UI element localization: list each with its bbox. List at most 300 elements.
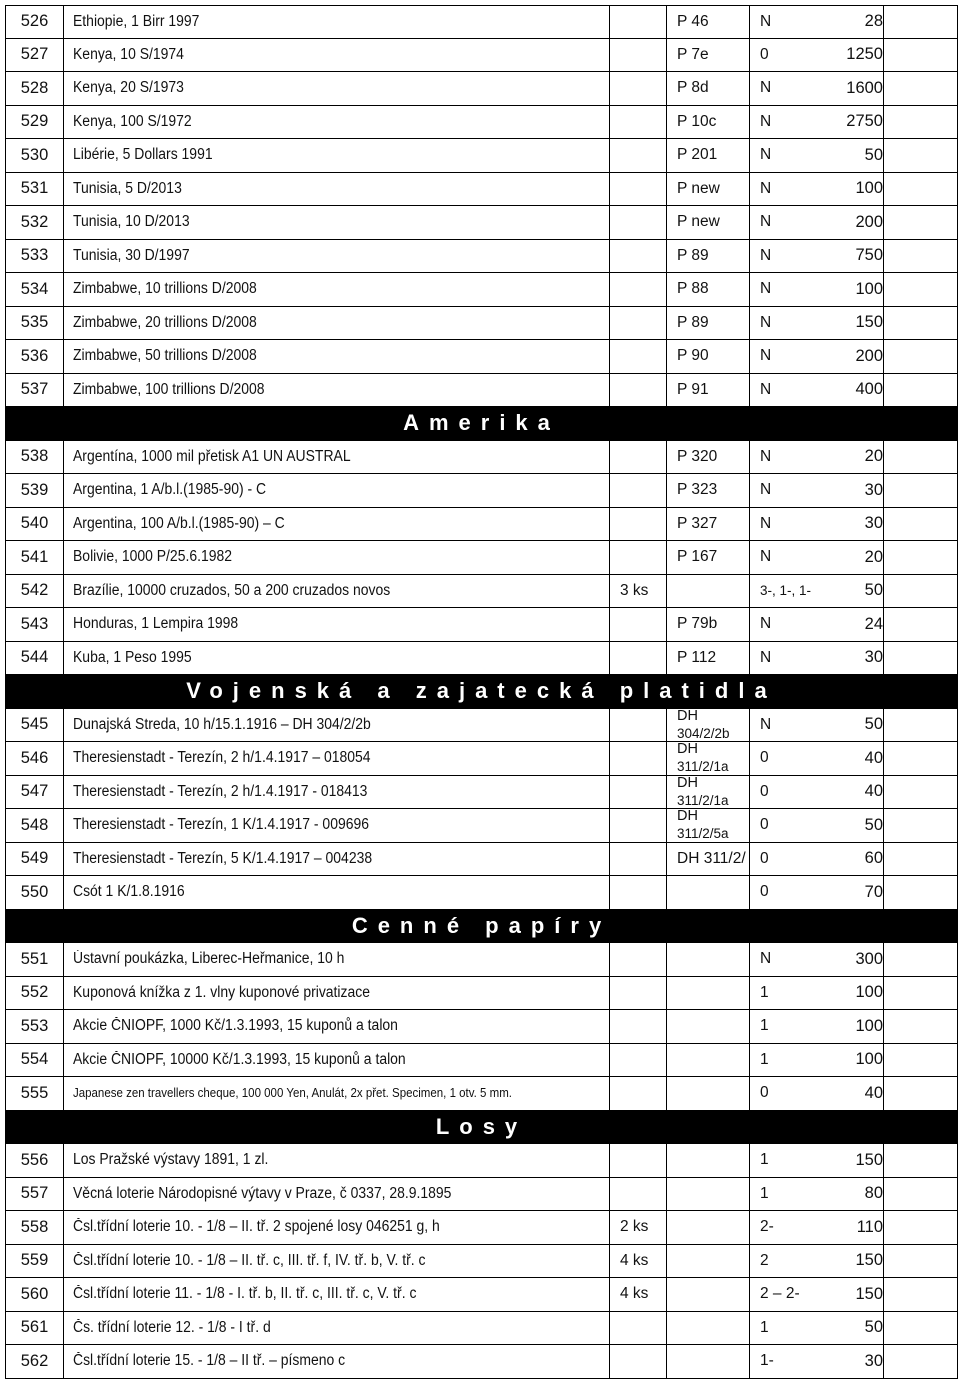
empty-cell xyxy=(884,139,959,172)
lot-description xyxy=(64,1044,610,1077)
quantity xyxy=(610,943,667,976)
condition: N xyxy=(760,380,772,398)
empty-cell xyxy=(884,1211,959,1244)
catalog-ref-line1: DH xyxy=(677,808,698,825)
catalog-ref xyxy=(667,575,750,608)
quantity xyxy=(610,206,667,239)
price: 50 xyxy=(824,1312,884,1345)
price: 150 xyxy=(824,1278,884,1311)
description-text: Zimbabwe, 10 trillions D/2008 xyxy=(73,280,257,298)
quantity xyxy=(610,876,667,909)
lot-description xyxy=(64,1010,610,1043)
table-row xyxy=(5,139,958,173)
catalog-ref-line2: 304/2/2b xyxy=(677,725,730,741)
price: 150 xyxy=(824,307,884,340)
description-text: Argentína, 1000 mil přetisk A1 UN AUSTRAL xyxy=(73,447,351,465)
empty-cell xyxy=(884,6,959,38)
description-text: Kuba, 1 Peso 1995 xyxy=(73,648,192,666)
quantity xyxy=(610,139,667,172)
condition: 1 xyxy=(760,1318,769,1336)
lot-number: 549 xyxy=(6,843,64,876)
empty-cell xyxy=(884,1178,959,1211)
section-title: Amerika xyxy=(403,410,560,436)
description-text: Zimbabwe, 50 trillions D/2008 xyxy=(73,347,257,365)
table-row xyxy=(5,173,958,207)
empty-cell xyxy=(884,1345,959,1378)
description-text: Tunisia, 30 D/1997 xyxy=(73,246,190,264)
catalog-ref xyxy=(667,1278,750,1311)
empty-cell xyxy=(884,709,959,742)
catalog-ref-line1: DH xyxy=(677,707,698,724)
description-text: Kenya, 100 S/1972 xyxy=(73,112,192,130)
lot-description xyxy=(64,1312,610,1345)
quantity xyxy=(610,72,667,105)
lot-description xyxy=(64,642,610,675)
section-header xyxy=(5,1111,958,1145)
table-row xyxy=(5,1044,958,1078)
description-text: Zimbabwe, 20 trillions D/2008 xyxy=(73,313,257,331)
description-text: Zimbabwe, 100 trillions D/2008 xyxy=(73,380,265,398)
table-row xyxy=(5,541,958,575)
condition: N xyxy=(760,12,772,30)
empty-cell xyxy=(884,742,959,775)
catalog-ref: P 46 xyxy=(667,6,750,38)
quantity xyxy=(610,709,667,742)
quantity xyxy=(610,6,667,38)
section-title: Cenné papíry xyxy=(351,912,612,938)
quantity xyxy=(610,508,667,541)
lot-description xyxy=(64,307,610,340)
catalog-ref: P 8d xyxy=(667,72,750,105)
quantity xyxy=(610,776,667,809)
description-text: Kenya, 20 S/1973 xyxy=(73,79,184,97)
empty-cell xyxy=(884,307,959,340)
description-text: Bolivie, 1000 P/25.6.1982 xyxy=(73,548,233,566)
table-row xyxy=(5,340,958,374)
price: 80 xyxy=(824,1178,884,1211)
description-text: Čsl.třídní loterie 11. - 1/8 - I. tř. b, II. tř. c, III. tř. c, V. tř. c xyxy=(73,1285,417,1303)
table-row xyxy=(5,943,958,977)
lot-description xyxy=(64,240,610,273)
price: 100 xyxy=(824,1010,884,1043)
catalog-ref: P 167 xyxy=(667,541,750,574)
empty-cell xyxy=(884,943,959,976)
catalog-ref: P new xyxy=(667,206,750,239)
empty-cell xyxy=(884,508,959,541)
price: 150 xyxy=(824,1144,884,1177)
empty-cell xyxy=(884,374,959,407)
lot-description xyxy=(64,106,610,139)
lot-description xyxy=(64,273,610,306)
empty-cell xyxy=(884,173,959,206)
section-header xyxy=(5,675,958,709)
quantity xyxy=(610,273,667,306)
catalog-ref xyxy=(667,1077,750,1110)
description-text: Čs. třídní loterie 12. - 1/8 - I tř. d xyxy=(73,1318,271,1336)
table-row xyxy=(5,642,958,676)
lot-number: 556 xyxy=(6,1144,64,1177)
lot-description xyxy=(64,39,610,72)
condition: 0 xyxy=(760,1084,769,1102)
quantity xyxy=(610,541,667,574)
empty-cell xyxy=(884,474,959,507)
table-row xyxy=(5,240,958,274)
price: 200 xyxy=(824,206,884,239)
catalog-ref: P 90 xyxy=(667,340,750,373)
price: 100 xyxy=(824,273,884,306)
lot-description xyxy=(64,1178,610,1211)
table-row xyxy=(5,72,958,106)
catalog-ref: P 201 xyxy=(667,139,750,172)
quantity xyxy=(610,39,667,72)
price: 30 xyxy=(824,642,884,675)
catalog-ref xyxy=(667,776,750,809)
lot-number: 551 xyxy=(6,943,64,976)
condition: 0 xyxy=(760,749,769,767)
quantity xyxy=(610,106,667,139)
lot-number: 535 xyxy=(6,307,64,340)
quantity: 4 ks xyxy=(610,1278,667,1311)
quantity: 2 ks xyxy=(610,1211,667,1244)
description-text: Argentina, 1 A/b.l.(1985-90) - C xyxy=(73,481,267,499)
quantity xyxy=(610,742,667,775)
description-text: Los Pražské výstavy 1891, 1 zl. xyxy=(73,1151,269,1169)
description-text: Ústavní poukázka, Liberec-Heřmanice, 10 h xyxy=(73,950,345,968)
quantity xyxy=(610,307,667,340)
empty-cell xyxy=(884,541,959,574)
lot-number: 543 xyxy=(6,608,64,641)
empty-cell xyxy=(884,1245,959,1278)
condition: N xyxy=(760,213,772,231)
lot-number: 529 xyxy=(6,106,64,139)
price: 200 xyxy=(824,340,884,373)
lot-number: 538 xyxy=(6,441,64,474)
lot-number: 527 xyxy=(6,39,64,72)
lot-number: 561 xyxy=(6,1312,64,1345)
condition: N xyxy=(760,615,772,633)
lot-description xyxy=(64,742,610,775)
lot-number: 559 xyxy=(6,1245,64,1278)
catalog-ref xyxy=(667,1010,750,1043)
description-text: Kuponová knížka z 1. vlny kuponové privatizace xyxy=(73,983,370,1001)
lot-number: 534 xyxy=(6,273,64,306)
section-title: Losy xyxy=(435,1113,528,1139)
condition: N xyxy=(760,179,772,197)
table-row xyxy=(5,206,958,240)
price: 110 xyxy=(824,1211,884,1244)
quantity xyxy=(610,608,667,641)
lot-number: 537 xyxy=(6,374,64,407)
empty-cell xyxy=(884,206,959,239)
lot-description xyxy=(64,1345,610,1378)
condition: N xyxy=(760,715,772,733)
description-text: Libérie, 5 Dollars 1991 xyxy=(73,146,213,164)
table-row xyxy=(5,1312,958,1346)
quantity xyxy=(610,1312,667,1345)
condition: 0 xyxy=(760,816,769,834)
price: 30 xyxy=(824,1345,884,1378)
table-row xyxy=(5,977,958,1011)
condition: 1 xyxy=(760,1151,769,1169)
quantity xyxy=(610,1144,667,1177)
catalog-ref: P 112 xyxy=(667,642,750,675)
catalog-ref xyxy=(667,742,750,775)
lot-description xyxy=(64,776,610,809)
lot-description xyxy=(64,173,610,206)
condition: N xyxy=(760,950,772,968)
table-row xyxy=(5,608,958,642)
price: 50 xyxy=(824,139,884,172)
description-text: Theresienstadt - Terezín, 5 K/1.4.1917 – 004238 xyxy=(73,849,373,867)
lot-number: 552 xyxy=(6,977,64,1010)
lot-number: 558 xyxy=(6,1211,64,1244)
lot-number: 560 xyxy=(6,1278,64,1311)
lot-description xyxy=(64,72,610,105)
catalog-ref: P 10c xyxy=(667,106,750,139)
lot-number: 541 xyxy=(6,541,64,574)
catalog-ref-line1: DH xyxy=(677,741,698,758)
price: 60 xyxy=(824,843,884,876)
price: 30 xyxy=(824,508,884,541)
price: 150 xyxy=(824,1245,884,1278)
lot-description xyxy=(64,843,610,876)
catalog-ref: P 320 xyxy=(667,441,750,474)
table-row xyxy=(5,1245,958,1279)
empty-cell xyxy=(884,72,959,105)
description-text: Akcie ČNIOPF, 1000 Kč/1.3.1993, 15 kuponů a talon xyxy=(73,1017,398,1035)
catalog-ref xyxy=(667,1211,750,1244)
lot-number: 562 xyxy=(6,1345,64,1378)
description-text: Čsl.třídní loterie 10. - 1/8 – II. tř. 2 spojené losy 046251 g, h xyxy=(73,1218,440,1236)
quantity: 3 ks xyxy=(610,575,667,608)
lot-description xyxy=(64,977,610,1010)
description-text: Akcie ČNIOPF, 10000 Kč/1.3.1993, 15 kuponů a talon xyxy=(73,1050,406,1068)
empty-cell xyxy=(884,1010,959,1043)
lot-description xyxy=(64,608,610,641)
condition: N xyxy=(760,79,772,97)
empty-cell xyxy=(884,642,959,675)
catalog-ref-line2: 311/2/1a xyxy=(677,792,729,808)
condition: N xyxy=(760,313,772,331)
price: 30 xyxy=(824,474,884,507)
catalog-ref xyxy=(667,977,750,1010)
empty-cell xyxy=(884,340,959,373)
table-row xyxy=(5,876,958,910)
table-row xyxy=(5,776,958,810)
section-header xyxy=(5,407,958,441)
price: 750 xyxy=(824,240,884,273)
lot-number: 531 xyxy=(6,173,64,206)
lot-number: 545 xyxy=(6,709,64,742)
condition: N xyxy=(760,514,772,532)
lot-number: 532 xyxy=(6,206,64,239)
table-row xyxy=(5,508,958,542)
quantity xyxy=(610,474,667,507)
section-title: Vojenská a zajatecká platidla xyxy=(186,678,777,704)
lot-number: 555 xyxy=(6,1077,64,1110)
price: 100 xyxy=(824,1044,884,1077)
lot-number: 533 xyxy=(6,240,64,273)
lot-number: 536 xyxy=(6,340,64,373)
lot-description xyxy=(64,809,610,842)
table-row xyxy=(5,307,958,341)
lot-description xyxy=(64,1245,610,1278)
table-row xyxy=(5,1278,958,1312)
empty-cell xyxy=(884,1278,959,1311)
lot-number: 548 xyxy=(6,809,64,842)
empty-cell xyxy=(884,441,959,474)
catalog-ref xyxy=(667,1044,750,1077)
description-text: Japanese zen travellers cheque, 100 000 Yen, Anulát, 2x přet. Specimen, 1 otv. 5 mm. xyxy=(73,1086,512,1101)
catalog-ref-line2: 311/2/5a xyxy=(677,826,729,842)
lot-description xyxy=(64,139,610,172)
lot-description xyxy=(64,374,610,407)
lot-description xyxy=(64,1077,610,1110)
lot-number: 526 xyxy=(6,6,64,38)
condition: 3-, 1-, 1- xyxy=(760,583,812,599)
description-text: Čsl.třídní loterie 15. - 1/8 – II tř. – písmeno c xyxy=(73,1352,346,1370)
quantity xyxy=(610,1044,667,1077)
lot-description xyxy=(64,1211,610,1244)
empty-cell xyxy=(884,1044,959,1077)
lot-number: 547 xyxy=(6,776,64,809)
condition: 0 xyxy=(760,883,769,901)
empty-cell xyxy=(884,1144,959,1177)
empty-cell xyxy=(884,977,959,1010)
condition: 1 xyxy=(760,983,769,1001)
catalog-ref: DH 311/2/ xyxy=(667,843,750,876)
catalog-table xyxy=(5,5,958,1379)
lot-description xyxy=(64,876,610,909)
table-row xyxy=(5,1178,958,1212)
description-text: Theresienstadt - Terezín, 2 h/1.4.1917 - 018413 xyxy=(73,782,368,800)
table-row xyxy=(5,441,958,475)
lot-number: 539 xyxy=(6,474,64,507)
description-text: Brazílie, 10000 cruzados, 50 a 200 cruzados novos xyxy=(73,581,391,599)
empty-cell xyxy=(884,876,959,909)
catalog-ref xyxy=(667,709,750,742)
description-text: Čsl.třídní loterie 10. - 1/8 – II. tř. c, III. tř. f, IV. tř. b, V. tř. c xyxy=(73,1251,426,1269)
lot-number: 542 xyxy=(6,575,64,608)
table-row xyxy=(5,843,958,877)
price: 50 xyxy=(824,709,884,742)
catalog-ref xyxy=(667,943,750,976)
table-row xyxy=(5,106,958,140)
table-row xyxy=(5,575,958,609)
empty-cell xyxy=(884,809,959,842)
table-row xyxy=(5,5,958,39)
quantity: 4 ks xyxy=(610,1245,667,1278)
catalog-ref xyxy=(667,1178,750,1211)
condition: 0 xyxy=(760,849,769,867)
catalog-ref: P 7e xyxy=(667,39,750,72)
catalog-ref: P 89 xyxy=(667,307,750,340)
empty-cell xyxy=(884,843,959,876)
price: 50 xyxy=(824,809,884,842)
description-text: Dunajská Streda, 10 h/15.1.1916 – DH 304/2/2b xyxy=(73,715,371,733)
lot-number: 540 xyxy=(6,508,64,541)
price: 300 xyxy=(824,943,884,976)
lot-number: 530 xyxy=(6,139,64,172)
condition: N xyxy=(760,280,772,298)
price: 28 xyxy=(824,6,884,38)
price: 100 xyxy=(824,173,884,206)
catalog-ref: P 91 xyxy=(667,374,750,407)
price: 20 xyxy=(824,441,884,474)
catalog-ref: P 323 xyxy=(667,474,750,507)
empty-cell xyxy=(884,608,959,641)
price: 50 xyxy=(824,575,884,608)
table-row xyxy=(5,1211,958,1245)
quantity xyxy=(610,977,667,1010)
quantity xyxy=(610,642,667,675)
condition: N xyxy=(760,481,772,499)
description-text: Theresienstadt - Terezín, 2 h/1.4.1917 – 018054 xyxy=(73,749,371,767)
quantity xyxy=(610,843,667,876)
condition: 2 xyxy=(760,1251,769,1269)
lot-description xyxy=(64,943,610,976)
price: 20 xyxy=(824,541,884,574)
condition: N xyxy=(760,648,772,666)
condition: 1 xyxy=(760,1184,769,1202)
description-text: Kenya, 10 S/1974 xyxy=(73,45,184,63)
lot-description xyxy=(64,340,610,373)
price: 1250 xyxy=(824,39,884,72)
condition: 2- xyxy=(760,1218,774,1236)
lot-description xyxy=(64,508,610,541)
description-text: Theresienstadt - Terezín, 1 K/1.4.1917 - 009696 xyxy=(73,816,369,834)
lot-description xyxy=(64,1278,610,1311)
quantity xyxy=(610,1010,667,1043)
condition: 1 xyxy=(760,1017,769,1035)
catalog-ref: P 327 xyxy=(667,508,750,541)
quantity xyxy=(610,1077,667,1110)
lot-description xyxy=(64,541,610,574)
catalog-ref xyxy=(667,1245,750,1278)
price: 40 xyxy=(824,1077,884,1110)
quantity xyxy=(610,1178,667,1211)
table-row xyxy=(5,1144,958,1178)
price: 70 xyxy=(824,876,884,909)
lot-number: 550 xyxy=(6,876,64,909)
empty-cell xyxy=(884,575,959,608)
catalog-ref-line1: DH xyxy=(677,774,698,791)
catalog-ref xyxy=(667,809,750,842)
lot-description xyxy=(64,6,610,38)
catalog-ref xyxy=(667,1312,750,1345)
catalog-ref: P 89 xyxy=(667,240,750,273)
table-row xyxy=(5,742,958,776)
catalog-ref: P 88 xyxy=(667,273,750,306)
catalog-ref xyxy=(667,1144,750,1177)
lot-number: 528 xyxy=(6,72,64,105)
quantity xyxy=(610,240,667,273)
condition: 1 xyxy=(760,1050,769,1068)
empty-cell xyxy=(884,1312,959,1345)
lot-description xyxy=(64,441,610,474)
lot-description xyxy=(64,474,610,507)
price: 100 xyxy=(824,977,884,1010)
lot-description xyxy=(64,575,610,608)
table-row xyxy=(5,809,958,843)
quantity xyxy=(610,809,667,842)
table-row xyxy=(5,1077,958,1111)
table-row xyxy=(5,1010,958,1044)
description-text: Argentina, 100 A/b.l.(1985-90) – C xyxy=(73,514,285,532)
quantity xyxy=(610,374,667,407)
price: 2750 xyxy=(824,106,884,139)
price: 40 xyxy=(824,742,884,775)
